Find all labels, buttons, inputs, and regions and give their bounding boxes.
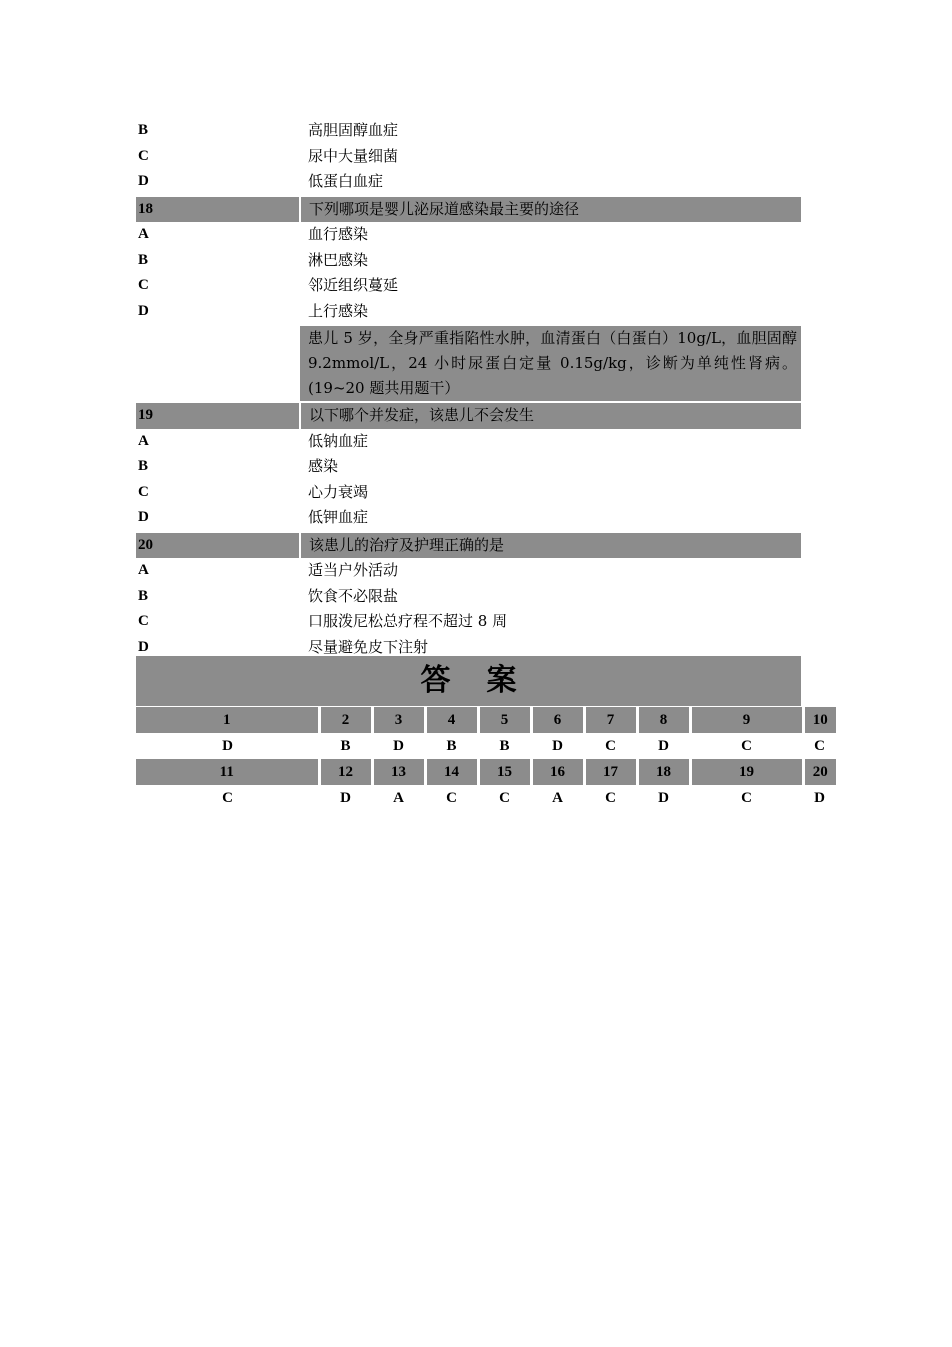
option-text: 上行感染	[308, 301, 369, 320]
answer-number: 5	[478, 707, 531, 733]
shared-stem-row	[136, 325, 801, 402]
answer-number: 20	[803, 759, 836, 785]
option-key: B	[138, 122, 149, 138]
answer-number: 16	[531, 759, 584, 785]
answer-number: 3	[372, 707, 425, 733]
answer-value: C	[499, 790, 510, 806]
answer-value: C	[446, 790, 457, 806]
answer-number: 14	[425, 759, 478, 785]
answer-value-row	[136, 733, 836, 759]
answer-value: C	[605, 790, 616, 806]
question-table	[136, 118, 801, 660]
question-header-20	[136, 532, 801, 559]
answer-value: C	[741, 738, 752, 754]
option-row	[136, 558, 801, 584]
answer-value-row	[136, 785, 836, 811]
answer-value: B	[499, 738, 510, 754]
answer-number: 8	[637, 707, 690, 733]
answer-value: B	[340, 738, 351, 754]
question-header-18	[136, 196, 801, 223]
option-key: B	[138, 458, 149, 474]
answer-number: 19	[690, 759, 803, 785]
answer-value: D	[658, 790, 669, 806]
question-header-19	[136, 402, 801, 429]
option-text: 适当户外活动	[308, 561, 399, 579]
option-key: C	[138, 277, 149, 293]
option-key: C	[138, 147, 149, 164]
answer-number: 12	[319, 759, 372, 785]
option-row	[136, 584, 801, 610]
answer-number: 10	[803, 707, 836, 733]
answer-number: 7	[584, 707, 637, 733]
answer-value: D	[340, 790, 351, 806]
option-text: 血行感染	[308, 225, 369, 243]
option-row	[136, 454, 801, 480]
answer-number: 2	[319, 707, 372, 733]
option-row	[136, 480, 801, 506]
option-row	[136, 273, 801, 299]
option-key: A	[138, 562, 149, 578]
answer-value: C	[605, 738, 616, 754]
answer-value: C	[814, 738, 825, 754]
option-text: 低蛋白血症	[308, 172, 384, 190]
option-text: 感染	[308, 457, 339, 475]
shared-stem: 患儿 5 岁，全身严重指陷性水肿，血清蛋白（白蛋白）10g/L，血胆固醇 9.2mmol/L，24 小时尿蛋白定量 0.15g/kg，诊断为单纯性肾病。(19~20 题共用题干）	[300, 325, 801, 402]
option-text: 心力衰竭	[308, 482, 369, 501]
answer-title	[136, 656, 801, 706]
option-row	[136, 429, 801, 455]
answer-value: B	[446, 738, 457, 754]
shared-stem-spacer	[136, 325, 300, 402]
answer-number: 1	[136, 707, 319, 733]
question-stem: 该患儿的治疗及护理正确的是	[300, 532, 801, 559]
option-row	[136, 505, 801, 532]
option-text: 饮食不必限盐	[308, 586, 399, 605]
option-key: A	[138, 226, 149, 242]
option-row	[136, 299, 801, 326]
option-key: D	[138, 509, 149, 525]
answer-value: D	[393, 738, 404, 754]
option-text: 低钾血症	[308, 508, 369, 526]
question-stem: 下列哪项是婴儿泌尿道感染最主要的途径	[300, 196, 801, 223]
option-text: 尿中大量细菌	[308, 146, 399, 165]
answer-number: 9	[690, 707, 803, 733]
answer-value: D	[222, 738, 233, 754]
option-key: D	[138, 173, 149, 189]
answer-number: 15	[478, 759, 531, 785]
answer-value: A	[393, 790, 404, 806]
answer-value: C	[741, 790, 752, 806]
answer-title-text: 答案	[420, 663, 553, 698]
option-text: 尽量避免皮下注射	[308, 637, 429, 656]
question-number: 19	[136, 402, 300, 429]
answer-value: C	[222, 790, 233, 806]
option-key: B	[138, 251, 149, 268]
option-row	[136, 248, 801, 274]
option-key: C	[138, 483, 149, 500]
option-text: 高胆固醇血症	[308, 121, 399, 139]
answer-number: 13	[372, 759, 425, 785]
option-text: 低钠血症	[308, 431, 369, 450]
answer-number: 4	[425, 707, 478, 733]
answer-number-row	[136, 759, 836, 785]
option-text: 淋巴感染	[308, 250, 369, 269]
answer-value: D	[658, 738, 669, 754]
option-key: A	[138, 432, 149, 449]
question-number: 18	[136, 196, 300, 223]
answer-number: 17	[584, 759, 637, 785]
question-stem: 以下哪个并发症，该患儿不会发生	[300, 402, 801, 429]
option-row	[136, 118, 801, 144]
answer-value: A	[552, 790, 563, 806]
answer-value: D	[814, 790, 825, 806]
option-text: 邻近组织蔓延	[308, 276, 399, 294]
option-key: D	[138, 303, 149, 319]
answer-number: 11	[136, 759, 319, 785]
option-row	[136, 144, 801, 170]
question-number: 20	[136, 532, 300, 559]
answer-number-row	[136, 707, 836, 733]
option-row	[136, 169, 801, 196]
answer-table	[136, 707, 836, 811]
option-row	[136, 222, 801, 248]
option-text: 口服泼尼松总疗程不超过 8 周	[308, 612, 508, 630]
answer-number: 6	[531, 707, 584, 733]
option-key: D	[138, 638, 149, 655]
option-key: C	[138, 613, 149, 629]
answer-value: D	[552, 738, 563, 754]
option-key: B	[138, 587, 149, 604]
option-row	[136, 609, 801, 635]
answer-number: 18	[637, 759, 690, 785]
